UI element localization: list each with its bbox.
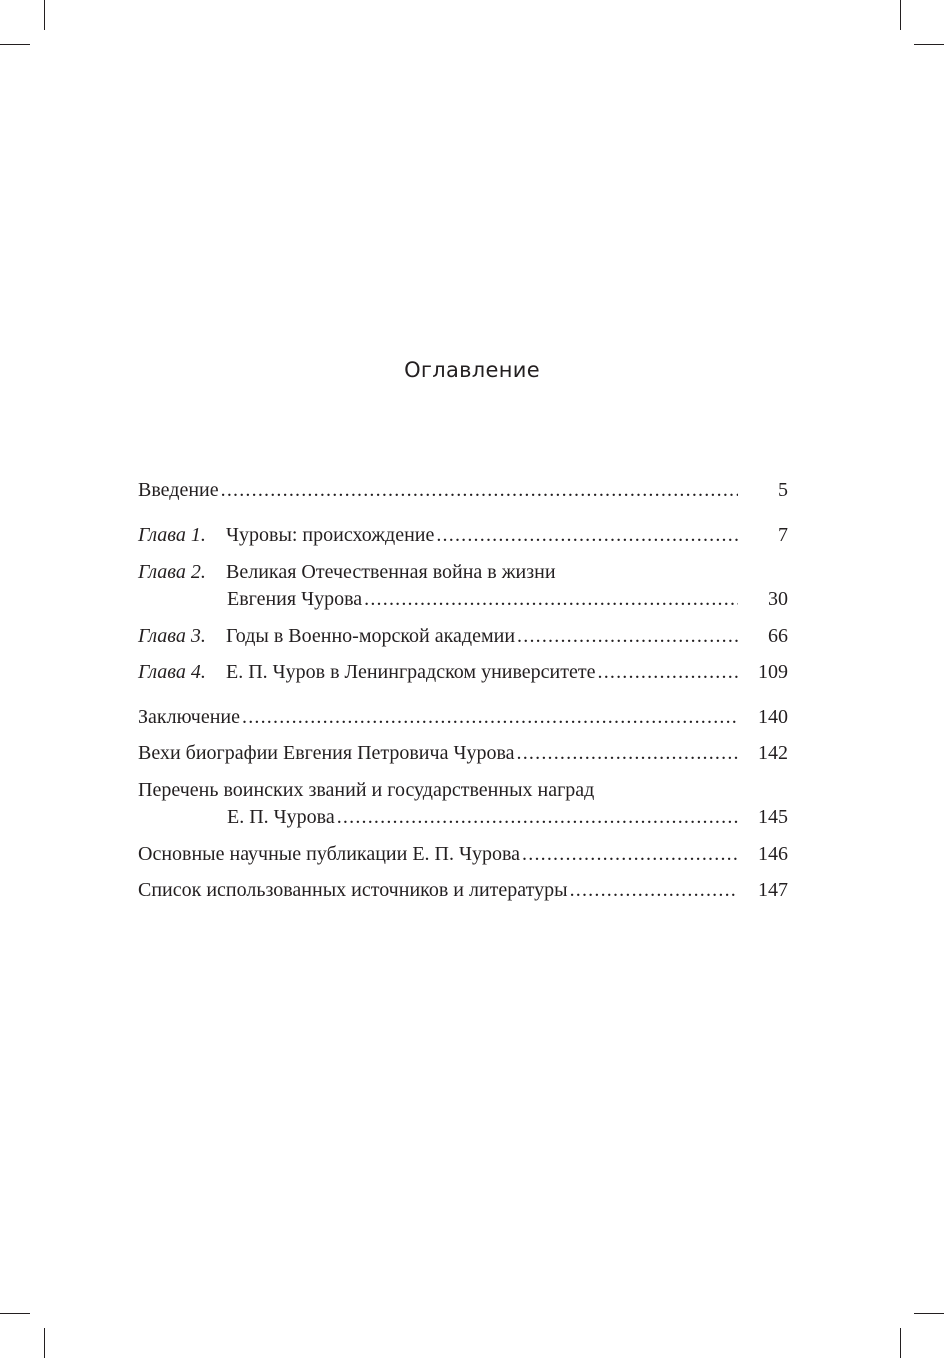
toc-entry-label: Годы в Военно-морской академии <box>226 625 516 647</box>
chapter-number: Глава 4. <box>138 661 206 683</box>
toc-entry-label: Введение <box>138 479 219 501</box>
toc-entry-label: Заключение <box>138 706 240 728</box>
crop-mark-bottom-left-horizontal <box>0 1313 30 1314</box>
chapter-number: Глава 2. <box>138 561 206 583</box>
crop-mark-top-left-vertical <box>44 0 45 30</box>
crop-mark-bottom-right-horizontal <box>914 1313 944 1314</box>
toc-leader-dots <box>221 477 738 503</box>
crop-mark-bottom-right-vertical <box>900 1328 901 1358</box>
chapter-number: Глава 1. <box>138 524 206 546</box>
toc-entry-label: Е. П. Чуров в Ленинградском университете <box>226 661 596 683</box>
toc-entry-chapter-4[interactable] <box>138 659 788 685</box>
crop-mark-top-left-horizontal <box>0 44 30 45</box>
crop-mark-top-right-horizontal <box>914 44 944 45</box>
toc-entry-chapter-3[interactable] <box>138 623 788 649</box>
toc-page-number: 5 <box>778 479 788 501</box>
toc-entry-text <box>138 522 434 548</box>
toc-leader-dots <box>517 740 738 766</box>
toc-page-number: 30 <box>768 588 788 610</box>
toc-entry-chapter-2-line-1[interactable] <box>138 559 788 585</box>
toc-leader-dots <box>522 841 738 867</box>
toc-leader-dots <box>570 877 738 903</box>
toc-entry-publications[interactable] <box>138 841 788 867</box>
toc-entry-label: Основные научные публикации Е. П. Чурова <box>138 843 521 865</box>
toc-entry-label: Чуровы: происхождение <box>226 524 435 546</box>
toc-entry-label-continued: Е. П. Чурова <box>227 806 335 828</box>
toc-entry-label-continued: Евгения Чурова <box>227 588 363 610</box>
toc-page-number: 7 <box>778 524 788 546</box>
toc-entry-label: Великая Отечественная война в жизни <box>226 561 556 583</box>
page-title: Оглавление <box>404 358 540 382</box>
toc-page-number: 142 <box>758 742 788 764</box>
toc-entry-chapter-2-line-2[interactable] <box>138 586 788 612</box>
toc-leader-dots <box>517 623 738 649</box>
toc-entry-ranks-line-2[interactable] <box>138 804 788 830</box>
crop-mark-top-right-vertical <box>900 0 901 30</box>
toc-entry-label: Перечень воинских званий и государственных наград <box>138 779 595 801</box>
toc-entry-chapter-1[interactable] <box>138 522 788 548</box>
toc-entry-text <box>138 659 596 685</box>
toc-leader-dots <box>242 704 738 730</box>
toc-page-number: 146 <box>758 843 788 865</box>
toc-entry-sources[interactable] <box>138 877 788 903</box>
toc-entry-intro[interactable] <box>138 477 788 503</box>
toc-page-number: 140 <box>758 706 788 728</box>
toc-leader-dots <box>337 804 738 830</box>
toc-page-number: 66 <box>768 625 788 647</box>
toc-entry-label: Список использованных источников и литературы <box>138 879 568 901</box>
toc-entry-conclusion[interactable] <box>138 704 788 730</box>
toc-entry-ranks-line-1[interactable] <box>138 777 788 803</box>
toc-entry-label: Вехи биографии Евгения Петровича Чурова <box>138 742 515 764</box>
toc-leader-dots <box>598 659 739 685</box>
toc-leader-dots <box>364 586 738 612</box>
toc-entry-text <box>138 623 515 649</box>
toc-page-number: 147 <box>758 879 788 901</box>
toc-entry-milestones[interactable] <box>138 740 788 766</box>
toc-page-number: 109 <box>758 661 788 683</box>
toc-page-number: 145 <box>758 806 788 828</box>
chapter-number: Глава 3. <box>138 625 206 647</box>
crop-mark-bottom-left-vertical <box>44 1328 45 1358</box>
toc-leader-dots <box>436 522 738 548</box>
